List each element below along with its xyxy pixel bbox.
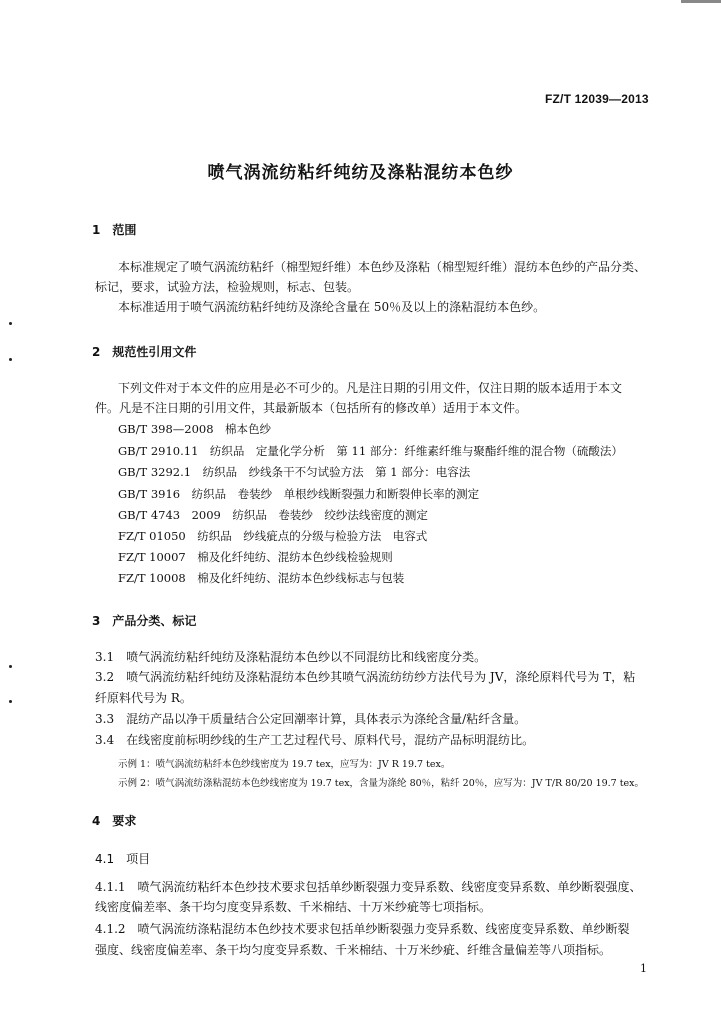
clause-3-1: 3.1 喷气涡流纺粘纤纯纺及涤粘混纺本色纱以不同混纺比和线密度分类。	[95, 650, 487, 664]
reference-item: GB/T 2910.11 纺织品 定量化学分析 第 11 部分：纤维素纤维与聚酯纤维的混合物（硫酸法）	[118, 444, 623, 458]
scan-dot	[9, 358, 12, 361]
section-1-heading: 1 范围	[92, 223, 137, 237]
clause-4-1-2-line-1: 4.1.2 喷气涡流纺涤粘混纺本色纱技术要求包括单纱断裂强力变异系数、线密度变异系数、单纱断裂	[95, 922, 630, 936]
reference-item: GB/T 4743 2009 纺织品 卷装纱 绞纱法线密度的测定	[118, 508, 428, 522]
section-1-para-1-line-1: 本标准规定了喷气涡流纺粘纤（棉型短纤维）本色纱及涤粘（棉型短纤维）混纺本色纱的产品分类、	[118, 260, 647, 274]
clause-4-1-1-line-1: 4.1.1 喷气涡流纺粘纤本色纱技术要求包括单纱断裂强力变异系数、线密度变异系数、单纱断裂强度、	[95, 880, 642, 894]
document-title: 喷气涡流纺粘纤纯纺及涤粘混纺本色纱	[207, 163, 514, 183]
section-2-heading: 2 规范性引用文件	[92, 345, 197, 359]
example-2: 示例 2：喷气涡流纺涤粘混纺本色纱线密度为 19.7 tex，含量为涤纶 80％，粘纤 20％，应写为：JV T/R 80/20 19.7 tex。	[118, 778, 645, 789]
clause-3-2-line-1: 3.2 喷气涡流纺粘纤纯纺及涤粘混纺本色纱其喷气涡流纺纺纱方法代号为 JV，涤纶原料代号为 T，粘	[95, 670, 636, 684]
reference-item: GB/T 3292.1 纺织品 纱线条干不匀试验方法 第 1 部分：电容法	[118, 465, 471, 479]
reference-item: GB/T 3916 纺织品 卷装纱 单根纱线断裂强力和断裂伸长率的测定	[118, 487, 480, 501]
section-2-para-line-2: 件。凡是不注日期的引用文件，其最新版本（包括所有的修改单）适用于本文件。	[95, 401, 528, 415]
clause-3-3: 3.3 混纺产品以净干质量结合公定回潮率计算，具体表示为涤纶含量/粘纤含量。	[95, 712, 527, 726]
scan-dot	[9, 700, 12, 703]
example-1: 示例 1：喷气涡流纺粘纤本色纱线密度为 19.7 tex，应写为：JV R 19.7 tex。	[118, 759, 451, 770]
page-number: 1	[640, 962, 647, 975]
clause-3-4: 3.4 在线密度前标明纱线的生产工艺过程代号、原料代号，混纺产品标明混纺比。	[95, 733, 535, 747]
clause-4-1-1-line-2: 线密度偏差率、条干均匀度变异系数、千米棉结、十万米纱疵等七项指标。	[95, 900, 492, 914]
clause-3-2-line-2: 纤原料代号为 R。	[95, 691, 192, 705]
reference-item: GB/T 398—2008 棉本色纱	[118, 422, 272, 436]
section-1-para-1-line-2: 标记，要求，试验方法，检验规则，标志、包装。	[95, 280, 360, 294]
reference-item: FZ/T 01050 纺织品 纱线疵点的分级与检验方法 电容式	[118, 529, 428, 543]
clause-4-1-heading: 4.1 项目	[95, 852, 151, 866]
clause-4-1-2-line-2: 强度、线密度偏差率、条干均匀度变异系数、千米棉结、十万米纱疵、纤维含量偏差等八项指标。	[95, 943, 612, 957]
scan-edge-mark	[681, 0, 721, 3]
scan-dot	[9, 665, 12, 668]
reference-item: FZ/T 10008 棉及化纤纯纺、混纺本色纱线标志与包装	[118, 571, 405, 585]
scan-dot	[9, 322, 12, 325]
section-2-para-line-1: 下列文件对于本文件的应用是必不可少的。凡是注日期的引用文件，仅注日期的版本适用于本文	[118, 381, 623, 395]
section-3-heading: 3 产品分类、标记	[92, 614, 197, 628]
reference-item: FZ/T 10007 棉及化纤纯纺、混纺本色纱线检验规则	[118, 550, 393, 564]
standard-code: FZ/T 12039—2013	[545, 92, 649, 106]
section-4-heading: 4 要求	[92, 814, 137, 828]
section-1-para-2: 本标准适用于喷气涡流纺粘纤纯纺及涤纶含量在 50％及以上的涤粘混纺本色纱。	[118, 300, 546, 314]
